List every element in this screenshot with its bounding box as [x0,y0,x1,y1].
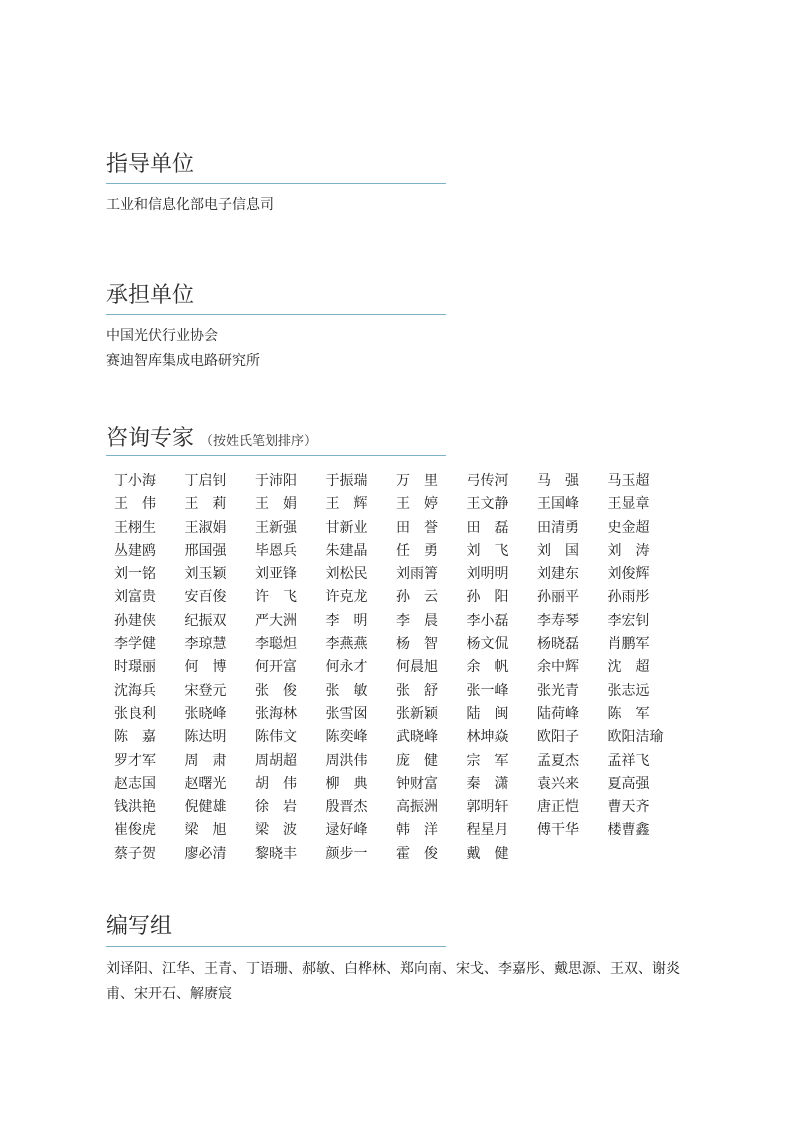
expert-name: 钟财富 [396,775,438,792]
writers-heading: 编写组 [106,914,173,939]
expert-name: 马 强 [537,473,579,489]
expert-row [114,540,714,563]
expert-name: 宋登元 [184,682,227,699]
expert-row [114,680,714,703]
expert-name: 纪振双 [184,612,227,629]
expert-name: 杨晓磊 [537,636,579,653]
expert-name: 欧阳洁瑜 [607,729,664,746]
expert-name: 王 伟 [114,496,156,513]
expert-name: 钱洪艳 [114,799,156,816]
expert-name: 周胡超 [255,752,297,769]
undertake-line: 赛迪智库集成电路研究所 [106,353,260,369]
expert-name: 高振洲 [396,799,438,816]
expert-name: 陆 闽 [466,705,509,722]
expert-name: 王国峰 [537,496,579,513]
expert-name: 梁 波 [255,822,297,839]
expert-name: 李燕燕 [325,636,368,653]
expert-name: 任 勇 [396,542,438,559]
expert-row [114,773,714,796]
expert-name: 田 誉 [396,519,438,536]
expert-name: 梁 旭 [184,822,227,839]
expert-name: 袁兴来 [537,775,579,792]
expert-row [114,563,714,586]
expert-name: 田 磊 [466,519,509,536]
expert-row [114,703,714,726]
expert-name: 黎晓丰 [255,845,297,862]
expert-name: 毕恩兵 [255,542,297,559]
expert-row [114,586,714,609]
expert-name: 何永才 [325,659,368,676]
expert-name: 林坤焱 [466,729,509,746]
expert-name: 周洪伟 [325,752,368,769]
expert-name: 何 博 [184,659,227,676]
expert-row [114,819,714,842]
expert-name: 崔俊虎 [114,822,156,839]
expert-name: 陈达明 [184,729,227,746]
expert-name: 丁小海 [114,473,156,489]
expert-name: 刘玉颖 [184,566,227,583]
expert-name: 张海林 [255,705,297,722]
expert-name: 孙 云 [396,589,438,606]
guide-heading: 指导单位 [106,152,195,177]
expert-name: 逯好峰 [325,822,368,839]
expert-name: 王新强 [255,519,297,536]
expert-name: 田清勇 [537,519,579,536]
expert-row [114,750,714,773]
expert-name: 严大洲 [255,612,297,629]
expert-name: 李 晨 [396,612,438,629]
writers-body [106,957,696,1007]
expert-name: 陈奕峰 [325,729,368,746]
expert-name: 何晨旭 [396,659,438,676]
expert-name: 秦 潇 [466,775,509,792]
undertake-divider [106,314,446,315]
expert-name: 唐正恺 [537,799,579,816]
expert-name: 程星月 [466,822,509,839]
expert-name: 孙建侠 [114,612,156,629]
expert-name: 倪健雄 [184,799,227,816]
expert-name: 廖必清 [184,845,227,862]
expert-row [114,726,714,749]
expert-name: 霍 俊 [396,845,438,862]
expert-name: 傅干华 [537,822,579,839]
expert-name: 刘 国 [537,542,579,559]
expert-name: 于振瑞 [325,473,368,489]
expert-name: 胡 伟 [255,775,297,792]
expert-name: 王 婷 [396,496,438,513]
expert-name: 王文静 [466,496,509,513]
expert-row [114,796,714,819]
expert-name: 杨 智 [396,636,438,653]
expert-name: 孙雨彤 [607,589,650,606]
expert-name: 刘一铭 [114,566,156,583]
guide-line: 工业和信息化部电子信息司 [106,197,274,213]
expert-name: 刘雨箐 [396,566,438,583]
expert-name: 殷晋杰 [325,799,368,816]
expert-row [114,656,714,679]
expert-name: 赵曙光 [184,775,227,792]
expert-name: 柳 典 [325,775,368,792]
expert-name: 欧阳子 [537,729,579,746]
experts-title: 咨询专家 [106,426,195,451]
undertake-heading: 承担单位 [106,283,195,308]
expert-name: 丛建鸥 [114,542,156,559]
expert-name: 陈 军 [607,705,650,722]
undertake-line: 中国光伏行业协会 [106,328,218,344]
experts-heading [106,424,317,457]
expert-name: 刘俊辉 [607,566,650,583]
expert-row [114,470,714,493]
expert-name: 张一峰 [466,682,509,699]
expert-name: 陆荷峰 [537,705,579,722]
expert-name: 时璟丽 [114,659,156,676]
expert-name: 陈伟文 [255,729,297,746]
expert-name: 周 肃 [184,752,227,769]
expert-name: 庞 健 [396,752,438,769]
expert-name: 肖鹏军 [607,636,650,653]
expert-name: 刘 涛 [607,542,650,559]
expert-name: 许 飞 [255,589,297,606]
expert-name: 朱建晶 [325,542,368,559]
expert-name: 王显章 [607,496,650,513]
expert-name: 陈 嘉 [114,729,156,746]
expert-name: 张雪囡 [325,705,368,722]
expert-name: 楼曹鑫 [607,822,650,839]
expert-name: 丁启钊 [184,473,227,489]
expert-name: 沈 超 [607,659,650,676]
expert-name: 王栩生 [114,519,156,536]
expert-name: 郭明轩 [466,799,509,816]
guide-body [106,193,274,218]
expert-name: 李寿琴 [537,612,579,629]
expert-name: 余 帆 [466,659,509,676]
expert-name: 安百俊 [184,589,227,606]
writers-list: 刘译阳、江华、王青、丁语珊、郝敏、白桦林、郑向南、宋戈、李嘉彤、戴思源、王双、谢炎甫、宋开石、解赓宸 [106,961,680,1002]
expert-name: 孟夏杰 [537,752,579,769]
experts-divider [106,455,446,456]
undertake-body [106,324,260,374]
expert-name: 李琼慧 [184,636,227,653]
expert-name: 颜步一 [325,845,368,862]
expert-name: 张良利 [114,705,156,722]
expert-name: 曹天齐 [607,799,650,816]
expert-name: 史金超 [607,519,650,536]
expert-name: 武晓峰 [396,729,438,746]
expert-name: 孟祥飞 [607,752,650,769]
expert-name: 刘建东 [537,566,579,583]
expert-name: 李宏钊 [607,612,650,629]
experts-sort-note: （按姓氏笔划排序） [200,434,318,449]
expert-name: 王 莉 [184,496,227,513]
expert-name: 李聪炟 [255,636,297,653]
experts-section [106,424,317,457]
expert-name: 何开富 [255,659,297,676]
writers-divider [106,946,446,947]
expert-name: 赵志国 [114,775,156,792]
expert-name: 蔡子贺 [114,845,156,862]
expert-name: 夏高强 [607,775,650,792]
expert-name: 刘富贵 [114,589,156,606]
expert-name: 张新颖 [396,705,438,722]
expert-name: 张晓峰 [184,705,227,722]
expert-name: 弓传河 [466,473,509,489]
expert-name: 王 娟 [255,496,297,513]
writers-section [106,912,172,942]
expert-name: 刘 飞 [466,542,509,559]
expert-name: 许克龙 [325,589,368,606]
expert-name: 刘亚锋 [255,566,297,583]
expert-name: 李小磊 [466,612,509,629]
expert-row [114,493,714,516]
expert-name: 王淑娟 [184,519,227,536]
expert-name: 刘松民 [325,566,368,583]
expert-name: 沈海兵 [114,682,156,699]
expert-name: 杨文侃 [466,636,509,653]
expert-name: 李 明 [325,612,368,629]
expert-name: 孙 阳 [466,589,509,606]
expert-name: 李学健 [114,636,156,653]
expert-name: 张志远 [607,682,650,699]
expert-row [114,517,714,540]
expert-name: 张光青 [537,682,579,699]
guide-divider [106,183,446,184]
undertake-section [106,281,194,311]
expert-name: 张 俊 [255,682,297,699]
expert-row [114,843,714,866]
expert-name: 张 敏 [325,682,368,699]
expert-name: 王 辉 [325,496,368,513]
expert-name: 马玉超 [607,473,650,489]
experts-grid [114,470,714,866]
expert-name: 徐 岩 [255,799,297,816]
expert-row [114,633,714,656]
expert-name: 罗才军 [114,752,156,769]
expert-name: 戴 健 [466,845,509,862]
expert-name: 韩 洋 [396,822,438,839]
expert-name: 宗 军 [466,752,509,769]
guide-section [106,150,194,180]
expert-row [114,610,714,633]
expert-name: 甘新业 [325,519,368,536]
expert-name: 刘明明 [466,566,509,583]
expert-name: 孙丽平 [537,589,579,606]
expert-name: 邢国强 [184,542,227,559]
expert-name: 于沛阳 [255,473,297,489]
expert-name: 余中辉 [537,659,579,676]
expert-name: 张 舒 [396,682,438,699]
expert-name: 万 里 [396,473,438,489]
